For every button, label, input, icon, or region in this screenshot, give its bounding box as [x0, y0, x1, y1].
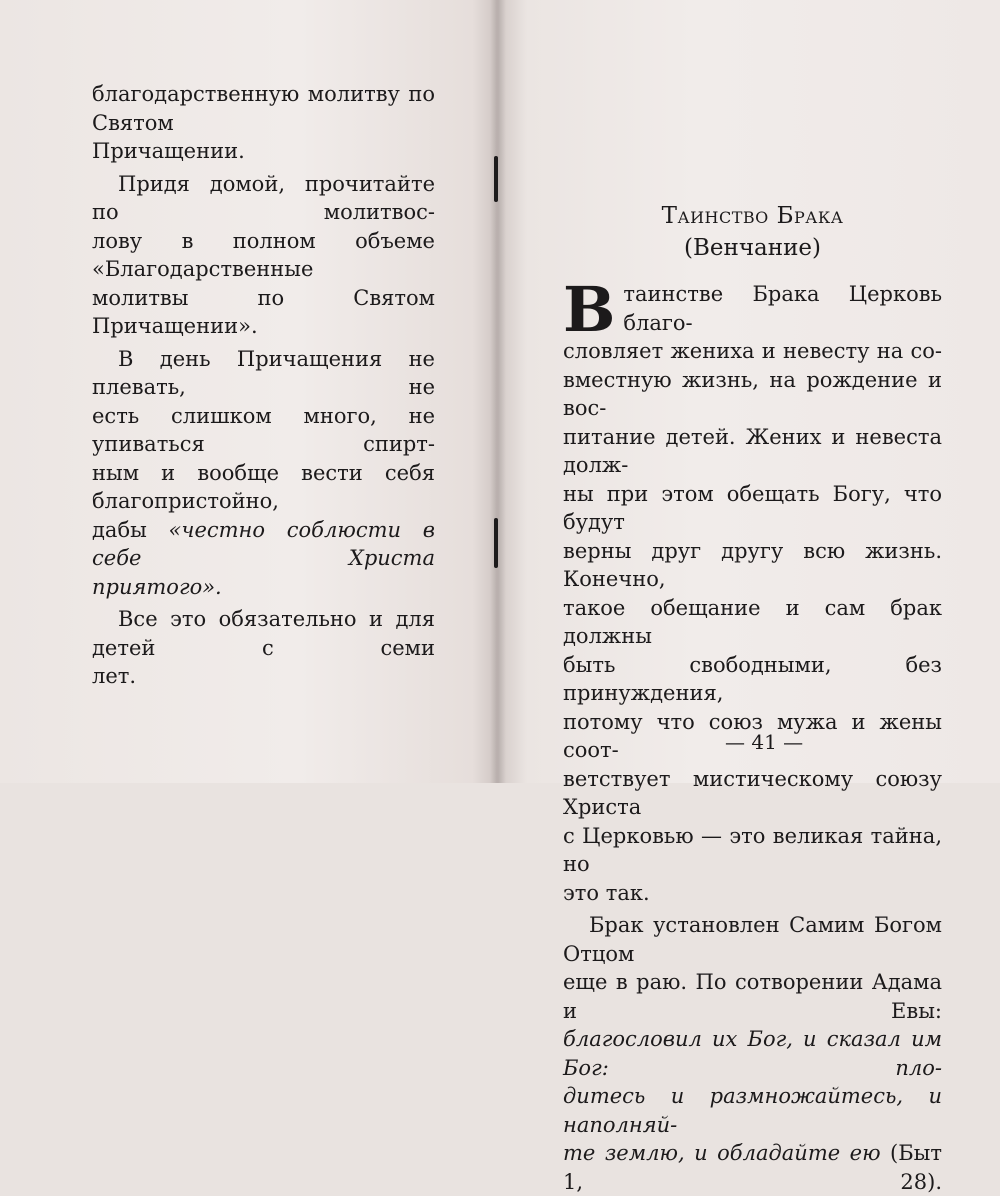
binding-stitch — [494, 156, 498, 202]
italic-quote: «честно соблюсти в себе Христа — [92, 517, 436, 570]
italic-quote: благословил их Бог, и сказал им Бог: пло- — [563, 1027, 942, 1080]
text-line: есть слишком много, не упиваться спирт- — [92, 403, 435, 456]
right-page-text — [563, 200, 942, 1196]
text-line: вместную жизнь, на рождение и вос- — [563, 367, 942, 420]
text-line: быть свободными, без принуждения, — [563, 652, 942, 705]
text-line: питание детей. Жених и невеста долж- — [563, 424, 942, 477]
italic-quote: те землю, и обладайте ею — [563, 1141, 881, 1165]
chapter-title: Таинство Брака — [661, 203, 844, 229]
binding-stitch — [494, 518, 498, 568]
page-number: — 41 — — [725, 730, 804, 754]
left-page-text — [92, 80, 435, 691]
paragraph-2 — [563, 911, 942, 1196]
text-line: Причащении. — [92, 139, 245, 163]
text-line — [563, 1139, 942, 1196]
text-line: потому что союз мужа и жены соот- — [563, 709, 942, 762]
text-line: с Церковью — это великая тайна, но — [563, 823, 942, 876]
italic-quote: приятого». — [92, 574, 222, 599]
chapter-subtitle: (Венчание) — [684, 235, 821, 261]
text-line: В день Причащения не плевать, не — [92, 346, 435, 399]
text-line: молитвы по Святом Причащении». — [92, 285, 435, 338]
text-line: еще в раю. По сотворении Адама и Евы: — [563, 970, 942, 1023]
text-line: лову в полном объеме «Благодарственные — [92, 228, 435, 281]
text-line: ным и вообще вести себя благопристойно, — [92, 460, 435, 513]
italic-quote: дитесь и размножайтесь, и наполняй- — [563, 1084, 942, 1137]
text-line: ветствует мистическому союзу Христа — [563, 766, 942, 819]
text-line: Брак установлен Самим Богом Отцом — [563, 913, 942, 966]
text-line: благодарственную молитву по Святом — [92, 82, 435, 135]
text-line: словляет жениха и невесту на со- — [563, 339, 942, 363]
text-fragment: дабы — [92, 517, 169, 542]
book-gutter — [490, 0, 506, 783]
text-line: ны при этом обещать Богу, что будут — [563, 481, 942, 534]
text-line: таинстве Брака Церковь благо- — [623, 282, 942, 335]
text-line: лет. — [92, 664, 137, 688]
text-line: Все это обязательно и для детей с семи — [92, 607, 435, 660]
paragraph-1 — [563, 273, 942, 907]
text-line: такое обещание и сам брак должны — [563, 595, 942, 648]
text-line — [92, 516, 435, 573]
drop-cap: В — [563, 273, 616, 346]
text-line: верны друг другу всю жизнь. Конечно, — [563, 538, 942, 591]
left-page — [0, 0, 497, 783]
text-line: это так. — [563, 880, 650, 905]
text-line: Придя домой, прочитайте по молитвос- — [92, 171, 435, 224]
bible-reference: (Быт 1, 28). — [563, 1141, 942, 1194]
